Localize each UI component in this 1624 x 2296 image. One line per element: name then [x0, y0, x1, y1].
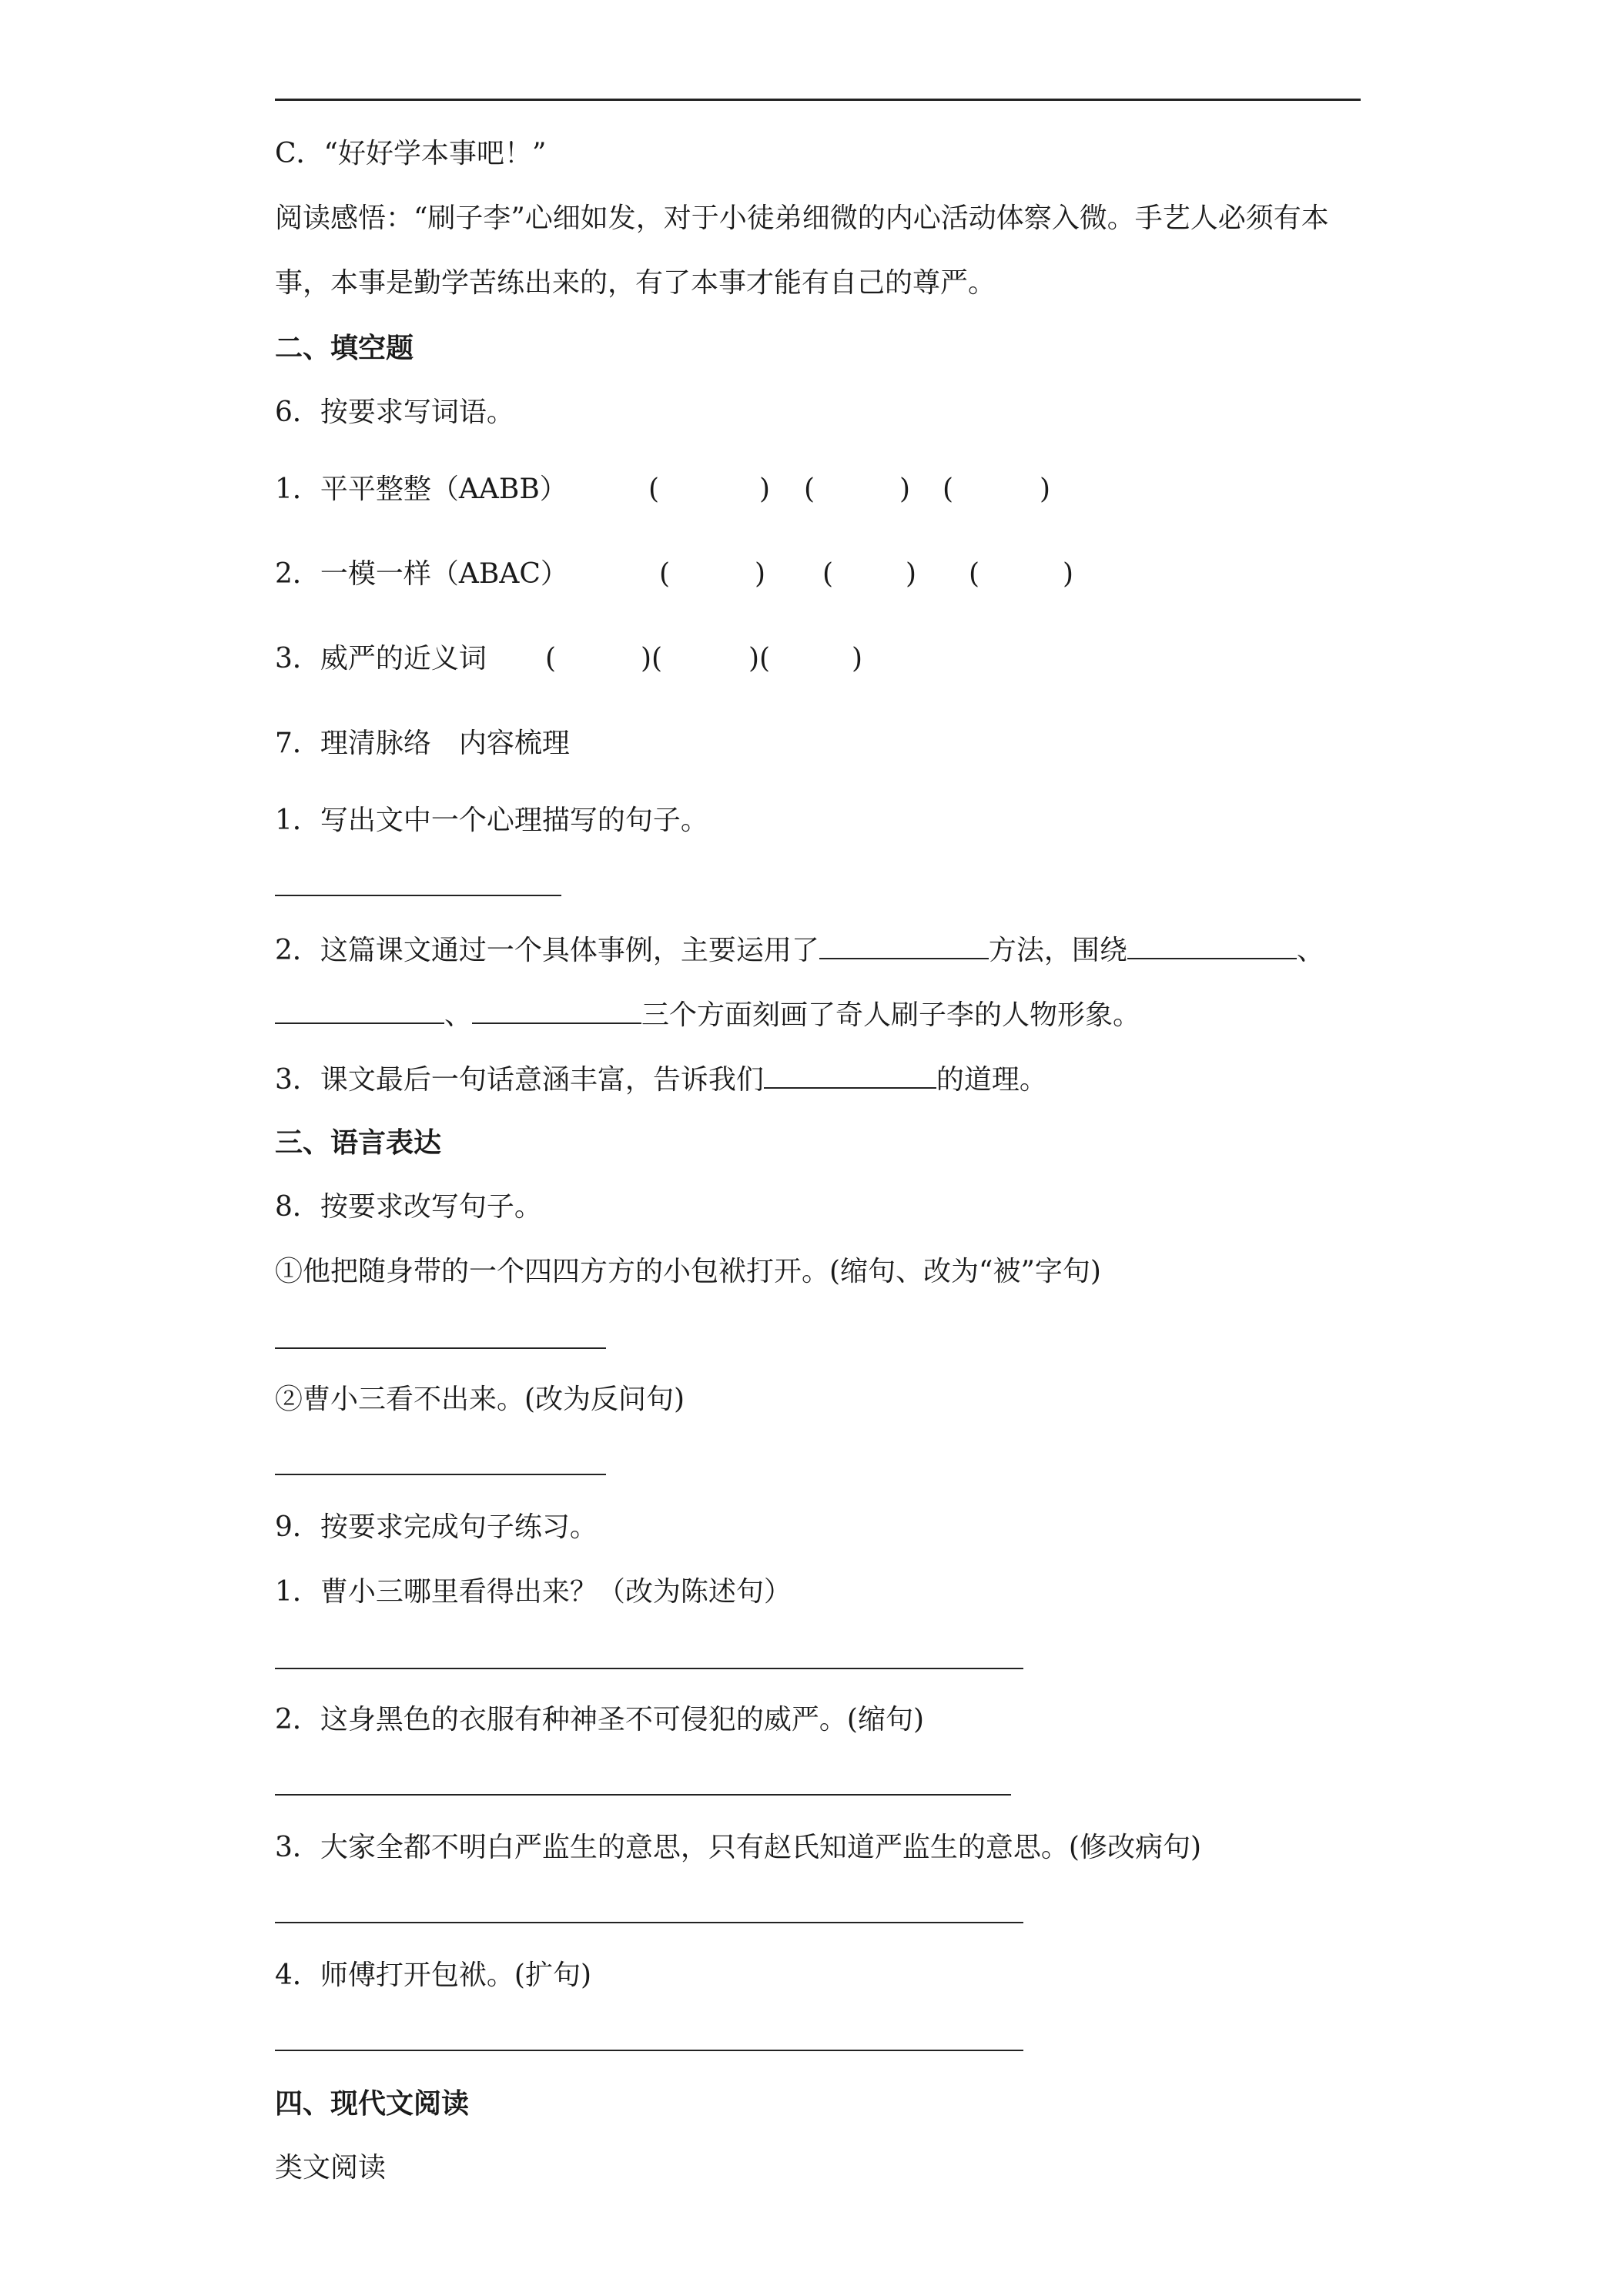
answer-blank[interactable]: [1127, 932, 1297, 959]
question-9-item-4: 4．师傅打开包袱。(扩句): [275, 1960, 591, 1991]
question-7-item-1: 1．写出文中一个心理描写的句子。: [275, 805, 708, 836]
option-c: C．“好好学本事吧！”: [275, 138, 547, 169]
q7-3-text-b: 的道理。: [936, 1064, 1047, 1096]
q7-2-text-a: 2．这篇课文通过一个具体事例，主要运用了: [275, 935, 819, 966]
question-8-item-1: ①他把随身带的一个四四方方的小包袱打开。(缩句、改为“被”字句): [275, 1256, 1101, 1287]
answer-line[interactable]: [275, 1794, 1011, 1796]
answer-line[interactable]: [275, 1668, 1023, 1669]
section-heading-language-expression: 三、语言表达: [275, 1126, 442, 1159]
q7-2-text-e: 三个方面刻画了奇人刷子李的人物形象。: [641, 999, 1141, 1031]
answer-paren-open: (: [648, 474, 660, 505]
question-7-item-3: [275, 1061, 1047, 1097]
answer-blank[interactable]: [472, 996, 641, 1024]
answer-paren-pair: )(: [748, 643, 771, 674]
question-9-item-3: 3．大家全都不明白严监生的意思，只有赵氏知道严监生的意思。(修改病句): [275, 1832, 1201, 1863]
section-heading-modern-reading: 四、现代文阅读: [275, 2087, 470, 2120]
answer-line[interactable]: [275, 1347, 606, 1349]
question-6-item-1: 1．平平整整（AABB）: [275, 474, 568, 505]
answer-paren-close: ): [852, 643, 863, 674]
question-9-item-2: 2．这身黑色的衣服有种神圣不可侵犯的威严。(缩句): [275, 1704, 924, 1735]
answer-paren-close: ): [906, 558, 917, 590]
q7-2-text-c: 、: [1296, 935, 1324, 966]
question-6: 6．按要求写词语。: [275, 397, 514, 428]
category-label: 类文阅读: [275, 2152, 387, 2184]
answer-paren-pair: )(: [641, 643, 663, 674]
answer-line[interactable]: [275, 895, 561, 896]
answer-paren-open: (: [969, 558, 980, 590]
reading-insight-line2: 事，本事是勤学苦练出来的，有了本事才能有自己的尊严。: [275, 267, 996, 299]
answer-paren-open: (: [822, 558, 834, 590]
answer-paren-open: (: [659, 558, 671, 590]
top-rule: [275, 99, 1361, 101]
question-9: 9．按要求完成句子练习。: [275, 1511, 598, 1543]
answer-paren-close: ): [759, 474, 771, 505]
answer-line[interactable]: [275, 1922, 1023, 1923]
answer-line[interactable]: [275, 2050, 1023, 2051]
question-7-item-2-cont: [275, 996, 1140, 1033]
q7-3-text-a: 3．课文最后一句话意涵丰富，告诉我们: [275, 1064, 764, 1096]
answer-paren-close: ): [1040, 474, 1051, 505]
question-7: 7．理清脉络 内容梳理: [275, 728, 570, 759]
answer-paren-open: (: [943, 474, 954, 505]
answer-paren-close: ): [755, 558, 766, 590]
answer-paren-close: ): [899, 474, 911, 505]
q7-2-text-d: 、: [444, 999, 473, 1031]
question-6-item-2: 2．一模一样（ABAC）: [275, 558, 568, 590]
answer-blank[interactable]: [819, 932, 989, 959]
question-6-item-3: 3．威严的近义词: [275, 643, 487, 674]
answer-paren-close: ): [1063, 558, 1074, 590]
question-8: 8．按要求改写句子。: [275, 1191, 542, 1223]
question-9-item-1: 1．曹小三哪里看得出来？（改为陈述句）: [275, 1576, 792, 1608]
answer-paren-open: (: [545, 643, 557, 674]
reading-insight-line1: 阅读感悟：“刷子李”心细如发，对于小徒弟细微的内心活动体察入微。手艺人必须有本: [275, 202, 1329, 234]
section-heading-fill-blank: 二、填空题: [275, 332, 414, 364]
answer-paren-open: (: [804, 474, 815, 505]
answer-blank[interactable]: [275, 996, 444, 1024]
answer-blank[interactable]: [764, 1061, 936, 1089]
q7-2-text-b: 方法，围绕: [988, 935, 1127, 966]
question-8-item-2: ②曹小三看不出来。(改为反问句): [275, 1384, 685, 1415]
answer-line[interactable]: [275, 1474, 606, 1475]
question-7-item-2: [275, 932, 1324, 968]
